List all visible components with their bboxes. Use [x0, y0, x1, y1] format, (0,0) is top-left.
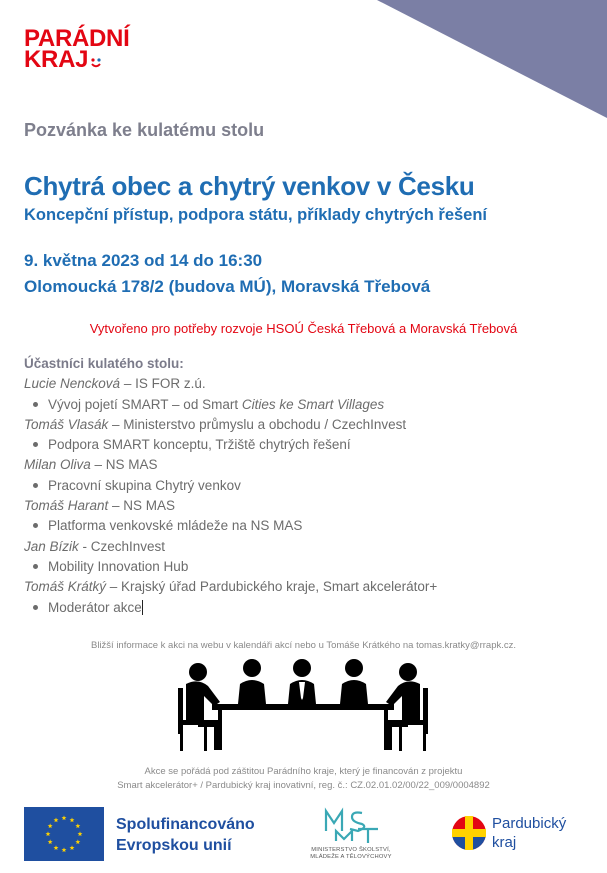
participant-org: - CzechInvest: [78, 538, 166, 554]
participant-name: Tomáš Harant: [24, 498, 109, 514]
participant-topic: [24, 395, 437, 415]
logo-line2: KRAJ: [24, 46, 89, 73]
text-cursor: [142, 600, 143, 615]
eu-flag-icon: [24, 807, 104, 861]
participant-name: Milan Oliva: [24, 457, 91, 473]
event-date: 9. května 2023 od 14 do 16:30: [24, 251, 263, 270]
participant-row: [24, 496, 437, 516]
msmt-logo: [296, 805, 406, 865]
participants-list: [24, 354, 437, 618]
participant-topic: [24, 516, 437, 536]
pardubicky-kraj-logo: [450, 812, 590, 856]
participant-topic: [24, 557, 437, 577]
pk-line2: kraj: [492, 834, 517, 851]
topic-text[interactable]: Moderátor akce: [48, 599, 142, 615]
meeting-table-illustration: [172, 658, 434, 754]
smile-icon: [90, 57, 102, 69]
bullet-icon: [33, 402, 38, 407]
msmt-line2: MLÁDEŽE A TĚLOVÝCHOVY: [310, 854, 392, 860]
eu-line2: Evropskou unií: [116, 837, 232, 854]
participant-name: Jan Bízik: [24, 538, 79, 554]
participant-org: – NS MAS: [90, 457, 158, 473]
logo-line1: PARÁDNÍ: [24, 25, 130, 52]
topic-text: Podpora SMART konceptu, Tržiště chytrých řešení: [48, 437, 351, 453]
participant-row: [24, 577, 437, 597]
participant-row: [24, 415, 437, 435]
participant-org: – Krajský úřad Pardubického kraje, Smart akcelerátor+: [106, 579, 438, 595]
bullet-icon: [33, 442, 38, 447]
msmt-line1: MINISTERSTVO ŠKOLSTVÍ,: [311, 847, 391, 853]
topic-text: Mobility Innovation Hub: [48, 558, 189, 574]
participant-topic: [24, 476, 437, 496]
participants-header: Účastníci kulatého stolu:: [24, 356, 184, 371]
footer-line1: Akce se pořádá pod záštitou Parádního kraje, který je financován z projektu: [144, 766, 463, 777]
created-for-note: Vytvořeno pro potřeby rozvoje HSOÚ Česká Třebová a Moravská Třebová: [89, 321, 518, 336]
participant-row: [24, 455, 437, 475]
pk-line1: Pardubický: [492, 815, 567, 832]
participant-row: [24, 374, 437, 394]
event-place: Olomoucká 178/2 (budova MÚ), Moravská Třebová: [24, 277, 431, 296]
eu-line1: Spolufinancováno: [116, 816, 255, 833]
invitation-label: Pozvánka ke kulatému stolu: [24, 120, 265, 140]
event-subtitle: Koncepční přístup, podpora státu, příklady chytrých řešení: [24, 206, 488, 224]
topic-text: Platforma venkovské mládeže na NS MAS: [48, 518, 303, 534]
participant-topic: [24, 435, 437, 455]
participant-org: – NS MAS: [108, 498, 176, 514]
participant-name: Tomáš Krátký: [24, 579, 107, 595]
eu-cofinanced-text: [116, 814, 255, 856]
event-title: Chytrá obec a chytrý venkov v Česku: [24, 171, 475, 201]
participant-name: Lucie Nencková: [24, 376, 121, 392]
bullet-icon: [33, 605, 38, 610]
participant-topic[interactable]: [24, 598, 437, 618]
topic-text: Pracovní skupina Chytrý venkov: [48, 477, 241, 493]
topic-text: Vývoj pojetí SMART – od Smart: [48, 396, 242, 412]
participant-name: Tomáš Vlasák: [24, 416, 109, 432]
participant-org: – Ministerstvo průmyslu a obchodu / CzechInvest: [108, 416, 407, 432]
msmt-emblem-icon: [296, 805, 406, 847]
pardubicky-kraj-emblem-icon: [450, 814, 488, 852]
info-note: Bližší informace k akci na webu v kalendáři akcí nebo u Tomáše Krátkého na tomas.kratky@rrapk.cz.: [90, 640, 517, 651]
bullet-icon: [33, 523, 38, 528]
parradni-kraj-logo: [24, 25, 130, 73]
participant-org: – IS FOR z.ú.: [120, 376, 206, 392]
footer-note: [0, 765, 607, 793]
bullet-icon: [33, 564, 38, 569]
bullet-icon: [33, 483, 38, 488]
participant-row: [24, 537, 437, 557]
footer-line2: Smart akcelerátor+ / Pardubický kraj inovativní, reg. č.: CZ.02.01.02/00/22_009/0004892: [117, 780, 490, 791]
corner-triangle-decoration: [377, 0, 607, 118]
topic-text-italic: Cities ke Smart Villages: [241, 396, 385, 412]
